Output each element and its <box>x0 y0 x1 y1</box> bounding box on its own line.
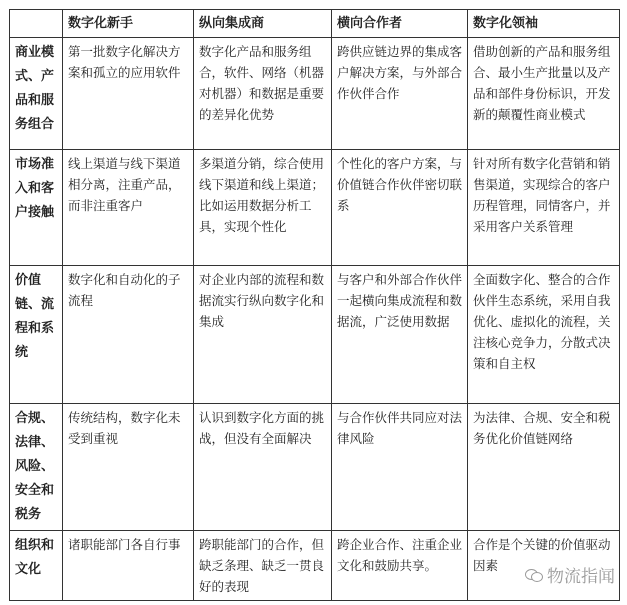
table-cell: 第一批数字化解决方案和孤立的应用软件 <box>63 38 194 150</box>
table-row <box>10 404 620 531</box>
row-label: 价值链、流程和系统 <box>10 266 63 404</box>
table-cell: 合作是个关键的价值驱动因素 <box>468 531 620 601</box>
table-cell: 认识到数字化方面的挑战，但没有全面解决 <box>194 404 332 531</box>
row-label: 商业模式、产品和服务组合 <box>10 38 63 150</box>
header-digital-novice: 数字化新手 <box>63 10 194 38</box>
row-label: 市场准入和客户接触 <box>10 150 63 266</box>
watermark-text: 物流指闻 <box>547 567 615 587</box>
table-cell: 针对所有数字化营销和销售渠道，实现综合的客户历程管理，同情客户，并采用客户关系管理 <box>468 150 620 266</box>
table-cell: 与客户和外部合作伙伴一起横向集成流程和数据流，广泛使用数据 <box>332 266 468 404</box>
header-corner <box>10 10 63 38</box>
table-row <box>10 38 620 150</box>
row-label: 组织和文化 <box>10 531 63 601</box>
header-vertical-integrator: 纵向集成商 <box>194 10 332 38</box>
table-cell: 全面数字化、整合的合作伙伴生态系统，采用自我优化、虚拟化的流程，关注核心竞争力，分散式决策和自主权 <box>468 266 620 404</box>
table-cell: 为法律、合规、安全和税务优化价值链网络 <box>468 404 620 531</box>
header-row <box>10 10 620 38</box>
table-cell: 诸职能部门各自行事 <box>63 531 194 601</box>
table-cell: 与合作伙伴共同应对法律风险 <box>332 404 468 531</box>
table-row <box>10 150 620 266</box>
header-digital-champion: 数字化领袖 <box>468 10 620 38</box>
header-horizontal-collaborator: 横向合作者 <box>332 10 468 38</box>
table-cell: 多渠道分销，综合使用线下渠道和线上渠道；比如运用数据分析工具，实现个性化 <box>194 150 332 266</box>
table-cell: 对企业内部的流程和数据流实行纵向数字化和集成 <box>194 266 332 404</box>
table-cell: 线上渠道与线下渠道相分离，注重产品，而非注重客户 <box>63 150 194 266</box>
table-cell: 传统结构，数字化未受到重视 <box>63 404 194 531</box>
row-label: 合规、法律、风险、安全和税务 <box>10 404 63 531</box>
table-row <box>10 266 620 404</box>
table-cell: 跨供应链边界的集成客户解决方案，与外部合作伙伴合作 <box>332 38 468 150</box>
maturity-table <box>9 9 620 601</box>
table-cell: 数字化产品和服务组合，软件、网络（机器对机器）和数据是重要的差异化优势 <box>194 38 332 150</box>
table-cell: 跨企业合作、注重企业文化和鼓励共享。 <box>332 531 468 601</box>
table-cell: 个性化的客户方案，与价值链合作伙伴密切联系 <box>332 150 468 266</box>
watermark <box>525 562 615 587</box>
wechat-icon <box>525 567 543 583</box>
table-cell: 数字化和自动化的子流程 <box>63 266 194 404</box>
table-cell: 跨职能部门的合作，但缺乏条理、缺乏一贯良好的表现 <box>194 531 332 601</box>
table-cell: 借助创新的产品和服务组合、最小生产批量以及产品和部件身份标识，开发新的颠覆性商业模式 <box>468 38 620 150</box>
